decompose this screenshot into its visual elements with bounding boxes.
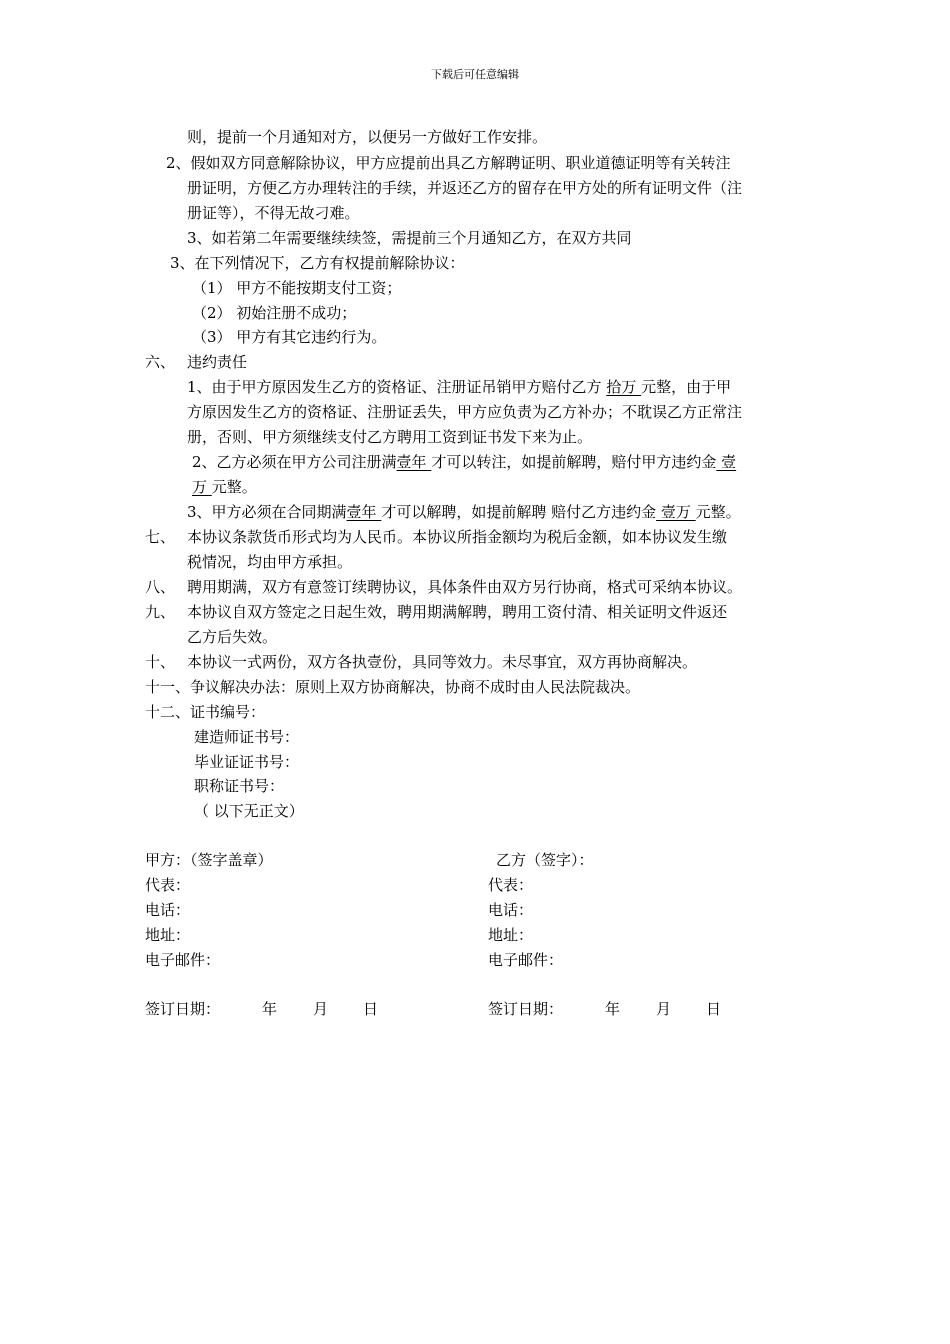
section-8-text: 聘用期满，双方有意签订续聘协议，具体条件由双方另行协商，格式可采纳本协议。 <box>187 578 743 596</box>
clause-2-line3: 册证等），不得无故刁难。 <box>187 204 360 222</box>
party-b-day: 日 <box>706 1000 722 1018</box>
text-run: 才可以转注，如提前解聘，赔付甲方违约金 <box>431 453 717 471</box>
party-a-rep: 代表： <box>145 876 191 894</box>
section-12-title: 十二、证书编号： <box>145 703 266 721</box>
party-b-title: 乙方（签字）： <box>496 851 594 869</box>
text-run: 元整。 <box>695 503 741 521</box>
amount-underlined: 拾万 <box>606 378 642 396</box>
party-a-phone: 电话： <box>145 901 191 919</box>
term-underlined: 壹年 <box>396 453 432 471</box>
section-7-line1: 本协议条款货币形式均为人民币。本协议所指金额均为税后金额，如本协议发生缴 <box>187 528 728 546</box>
section-10-number: 十、 <box>145 653 176 671</box>
party-b-date-label: 签订日期： <box>488 1000 564 1018</box>
paragraph-line: 则，提前一个月通知对方，以便另一方做好工作安排。 <box>187 128 548 146</box>
party-b-year: 年 <box>605 1000 621 1018</box>
section-9-line2: 乙方后失效。 <box>187 628 278 646</box>
party-a-address: 地址： <box>145 926 191 944</box>
section-6-p1-line2: 方原因发生乙方的资格证、注册证丢失，甲方应负责为乙方补办；不耽误乙方正常注 <box>187 403 743 421</box>
amount-underlined: 壹 <box>716 453 737 471</box>
text-run: 3、甲方必须在合同期满 <box>187 503 347 521</box>
party-a-day: 日 <box>363 1000 379 1018</box>
party-a-year: 年 <box>262 1000 278 1018</box>
party-b-month: 月 <box>656 1000 672 1018</box>
party-b-rep: 代表： <box>488 876 534 894</box>
party-b-address: 地址： <box>488 926 534 944</box>
section-7-line2: 税情况，均由甲方承担。 <box>187 553 353 571</box>
section-6-p2-line1 <box>192 452 736 472</box>
text-run: 才可以解聘，如提前解聘 赔付乙方违约金 <box>381 503 657 521</box>
party-a-email: 电子邮件： <box>145 951 221 969</box>
section-11: 十一、争议解决办法：原则上双方协商解决，协商不成时由人民法院裁决。 <box>145 678 641 696</box>
party-a-date-label: 签订日期： <box>145 1000 221 1018</box>
section-8-number: 八、 <box>145 578 176 596</box>
certificate-field: 建造师证书号： <box>194 728 300 746</box>
section-6-number: 六、 <box>145 353 176 371</box>
section-6-p2-line2 <box>192 477 257 497</box>
party-b-phone: 电话： <box>488 901 534 919</box>
clause-2-line2: 册证明，方便乙方办理转注的手续，并返还乙方的留存在甲方处的所有证明文件（注 <box>187 179 743 197</box>
text-run: 元整。 <box>211 478 257 496</box>
section-6-title: 违约责任 <box>187 353 248 371</box>
section-6-p1-line3: 册，否则、甲方须继续支付乙方聘用工资到证书发下来为止。 <box>187 428 593 446</box>
term-underlined: 壹年 <box>346 503 382 521</box>
clause-2-line1: 2、假如双方同意解除协议，甲方应提前出具乙方解聘证明、职业道德证明等有关转注 <box>166 154 731 172</box>
text-run: 2、乙方必须在甲方公司注册满 <box>192 453 397 471</box>
certificate-field: 毕业证证书号： <box>194 753 300 771</box>
section-10-text: 本协议一式两份，双方各执壹份，具同等效力。未尽事宜，双方再协商解决。 <box>187 653 698 671</box>
end-of-text-note: （ 以下无正文） <box>194 802 304 820</box>
party-a-month: 月 <box>313 1000 329 1018</box>
party-a-title: 甲方：（签字盖章） <box>145 851 273 869</box>
party-b-email: 电子邮件： <box>488 951 564 969</box>
clause-3b-item: （2） 初始注册不成功； <box>192 304 357 322</box>
section-7-number: 七、 <box>145 528 176 546</box>
amount-underlined: 万 <box>192 478 212 496</box>
text-run: 元整，由于甲 <box>641 378 732 396</box>
clause-3b-item: （3） 甲方有其它违约行为。 <box>192 328 387 346</box>
section-6-p3 <box>187 502 741 522</box>
section-9-line1: 本协议自双方签定之日起生效，聘用期满解聘，聘用工资付清、相关证明文件返还 <box>187 603 728 621</box>
amount-underlined: 壹万 <box>656 503 696 521</box>
page-header: 下载后可任意编辑 <box>431 68 519 81</box>
section-6-p1-line1 <box>187 377 731 397</box>
clause-3b-title: 3、在下列情况下，乙方有权提前解除协议： <box>170 254 465 272</box>
certificate-field: 职称证书号： <box>194 777 285 795</box>
clause-3a: 3、如若第二年需要继续续签，需提前三个月通知乙方，在双方共同 <box>187 229 632 247</box>
clause-3b-item: （1） 甲方不能按期支付工资； <box>192 279 402 297</box>
text-run: 1、由于甲方原因发生乙方的资格证、注册证吊销甲方赔付乙方 <box>187 378 607 396</box>
section-9-number: 九、 <box>145 603 176 621</box>
